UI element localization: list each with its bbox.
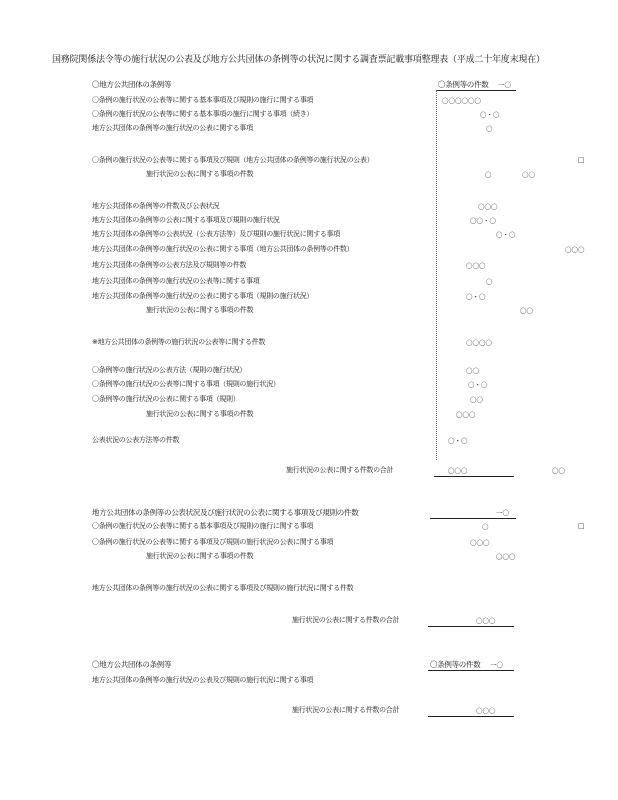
s1-blockD-val-2: 〇・〇 bbox=[468, 381, 488, 389]
s1-line-3: 地方公共団体の条例等の施行状況の公表に関する事項 bbox=[92, 124, 253, 132]
s1-blockA-line-2: 施行状況の公表に関する事項の件数 bbox=[146, 170, 254, 178]
s1-line-1: 〇条例の施行状況の公表等に関する基本事項及び規則の施行に関する事項 bbox=[92, 96, 314, 104]
s2-line-1: 〇条例の施行状況の公表等に関する基本事項及び規則の施行に関する事項 bbox=[92, 522, 314, 530]
s1-blockD-line-4: 施行状況の公表に関する事項の件数 bbox=[146, 410, 254, 418]
s3-total-val: 〇〇〇 bbox=[476, 707, 496, 715]
s1-blockB-val-5: 〇〇〇 bbox=[466, 262, 486, 270]
s1-blockB-val-2: 〇〇・〇 bbox=[470, 217, 496, 225]
s1-val-2: 〇・〇 bbox=[480, 111, 500, 119]
section3-col-val: 一〇 bbox=[490, 661, 503, 669]
section2-heading: 地方公共団体の条例等の公表状況及び施行状況の公表に関する事項及び規則の件数 bbox=[92, 508, 359, 517]
s1-blockC-line-1: ※地方公共団体の条例等の施行状況の公表等に関する件数 bbox=[92, 338, 266, 346]
s1-subtotal-label: 施行状況の公表に関する件数の合計 bbox=[286, 466, 394, 474]
s1-blockB-line-6: 地方公共団体の条例等の施行状況の公表等に関する事項 bbox=[92, 277, 260, 285]
document-title: 国務院関係法令等の施行状況の公表及び地方公共団体の条例等の状況に関する調査票記載事項整理表（平成二十年度末現在） bbox=[52, 55, 545, 65]
margin-mark: □ bbox=[578, 156, 585, 164]
s1-line-2: 〇条例の施行状況の公表等に関する基本事項の施行に関する事項（続き） bbox=[92, 110, 314, 118]
s1-blockA-val-2: 〇〇 bbox=[522, 171, 535, 179]
s1-blockB-line-4: 地方公共団体の条例等の施行状況の公表に関する事項（地方公共団体の条例等の件数） bbox=[92, 245, 354, 253]
s1-blockB-line-1: 地方公共団体の条例等の件数及び公表状況 bbox=[92, 202, 220, 210]
s1-subtotal-val-2: 〇〇 bbox=[552, 467, 565, 475]
s1-blockD-line-3: 〇条例等の施行状況の公表に関する事項（規則） bbox=[92, 395, 240, 403]
s1-subtotal-val: 〇〇〇 bbox=[448, 467, 468, 475]
s1-blockD-val-4: 〇〇〇 bbox=[456, 411, 476, 419]
s2-val-1: 〇 bbox=[482, 523, 489, 531]
section3-col-rule bbox=[428, 670, 514, 671]
s1-blockB-val-8: 〇〇 bbox=[520, 307, 533, 315]
s2-val-3: 〇〇〇 bbox=[496, 553, 516, 561]
s1-blockD-val-1: 〇〇 bbox=[466, 367, 479, 375]
s1-blockD-line-2: 〇条例等の施行状況の公表等に関する事項（規則の施行状況） bbox=[92, 380, 280, 388]
s1-blockD-val-3: 〇〇 bbox=[470, 396, 483, 404]
section1-col-val: 一〇 bbox=[498, 81, 511, 89]
s1-val-3: 〇 bbox=[486, 125, 493, 133]
s3-total-rule bbox=[428, 716, 514, 717]
section1-heading: 〇地方公共団体の条例等 bbox=[92, 80, 172, 89]
s2-line-2: 〇条例の施行状況の公表等に関する事項及び規則の施行状況の公表に関する事項 bbox=[92, 538, 334, 546]
s2-line-3: 施行状況の公表に関する事項の件数 bbox=[146, 552, 254, 560]
s3-total-label: 施行状況の公表に関する件数の合計 bbox=[292, 706, 400, 714]
section1-col-rule bbox=[436, 90, 516, 91]
s2-total-rule bbox=[428, 626, 514, 627]
s1-blockB-val-6: 〇 bbox=[486, 278, 493, 286]
s1-blockB-line-7: 地方公共団体の条例等の施行状況の公表に関する事項（規則の施行状況） bbox=[92, 292, 314, 300]
s3-line: 地方公共団体の条例等の施行状況の公表及び規則の施行状況に関する事項 bbox=[92, 676, 314, 684]
s1-val-1: 〇〇〇〇〇〇 bbox=[442, 97, 481, 105]
s1-blockB-line-8: 施行状況の公表に関する事項の件数 bbox=[146, 306, 254, 314]
s1-blockD-line-1: 〇条例等の施行状況の公表方法（規則の施行状況） bbox=[92, 366, 247, 374]
s1-blockB-line-3: 地方公共団体の条例等の公表状況（公表方法等）及び規則の施行状況に関する事項 bbox=[92, 230, 340, 238]
section2-col-val: 一〇 bbox=[496, 509, 509, 517]
s1-blockA-val-1: 〇 bbox=[485, 171, 492, 179]
s1-blockB-line-2: 地方公共団体の条例等の公表に関する事項及び規則の施行状況 bbox=[92, 216, 280, 224]
s1-blockA-line-1: 〇条例の施行状況の公表等に関する事項及び規則（地方公共団体の条例等の施行状況の公表） bbox=[92, 156, 374, 164]
section1-vertical-rule bbox=[436, 90, 437, 460]
section3-col-head: 〇条例等の件数 bbox=[430, 660, 481, 669]
s1-blockD-val-5: 〇・〇 bbox=[448, 437, 468, 445]
section3-heading: 〇地方公共団体の条例等 bbox=[92, 660, 172, 669]
section1-col-head: 〇条例等の件数 bbox=[438, 80, 489, 89]
s1-blockB-val-4: 〇〇〇 bbox=[565, 246, 585, 254]
section2-col-rule bbox=[430, 518, 516, 519]
s2-total-val: 〇〇〇 bbox=[476, 617, 496, 625]
s1-blockB-val-1: 〇〇〇 bbox=[478, 203, 498, 211]
s1-blockB-line-5: 地方公共団体の条例等の公表方法及び規則等の件数 bbox=[92, 261, 247, 269]
s2-val-2: 〇〇〇 bbox=[470, 539, 490, 547]
s1-subtotal-rule bbox=[434, 476, 514, 477]
s1-blockB-val-3: 〇・〇 bbox=[496, 231, 516, 239]
s1-blockD-line-5: 公表状況の公表方法等の件数 bbox=[92, 436, 180, 444]
s2-line-b: 地方公共団体の条例等の施行状況の公表に関する事項及び規則の施行状況に関する件数 bbox=[92, 584, 354, 592]
margin-mark-2: □ bbox=[578, 522, 585, 530]
s1-blockB-val-7: 〇・〇 bbox=[466, 293, 486, 301]
s1-blockC-val-1: 〇〇〇〇 bbox=[466, 339, 492, 347]
s2-total-label: 施行状況の公表に関する件数の合計 bbox=[292, 616, 400, 624]
